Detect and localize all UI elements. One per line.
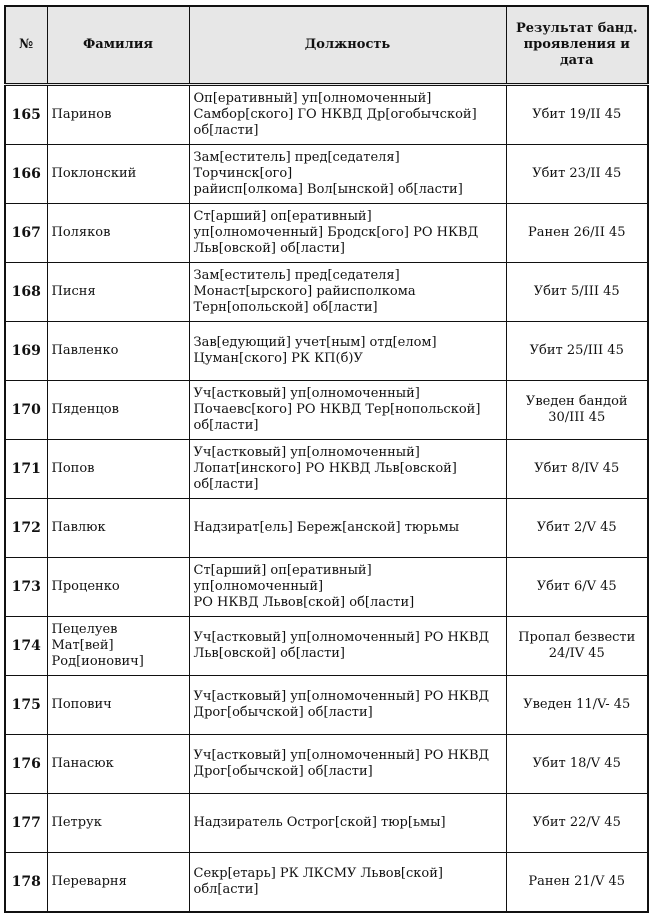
row-surname: Поклонский <box>47 145 189 204</box>
row-number: 171 <box>5 440 47 499</box>
row-result: Ранен 26/II 45 <box>506 204 648 263</box>
row-number: 173 <box>5 558 47 617</box>
header-position: Должность <box>189 6 506 85</box>
row-number: 169 <box>5 322 47 381</box>
row-surname: Павлюк <box>47 499 189 558</box>
row-position: Оп[еративный] уп[олномоченный] Самбор[ского] ГО НКВД Др[огобычской] об[ласти] <box>189 85 506 145</box>
header-surname: Фамилия <box>47 6 189 85</box>
table-row <box>5 263 648 322</box>
row-number: 178 <box>5 853 47 913</box>
row-number: 166 <box>5 145 47 204</box>
row-surname: Павленко <box>47 322 189 381</box>
row-result: Убит 8/IV 45 <box>506 440 648 499</box>
row-number: 174 <box>5 617 47 676</box>
row-surname: Панасюк <box>47 735 189 794</box>
header-number: № <box>5 6 47 85</box>
row-number: 165 <box>5 85 47 145</box>
row-position: Уч[астковый] уп[олномоченный] Почаевс[кого] РО НКВД Тер[нопольской] об[ласти] <box>189 381 506 440</box>
row-number: 177 <box>5 794 47 853</box>
header-row <box>5 6 648 85</box>
row-result: Убит 22/V 45 <box>506 794 648 853</box>
table-body <box>5 85 648 913</box>
row-number: 172 <box>5 499 47 558</box>
row-result: Уведен 11/V- 45 <box>506 676 648 735</box>
table-row <box>5 853 648 913</box>
row-surname: Петрук <box>47 794 189 853</box>
row-number: 168 <box>5 263 47 322</box>
row-position: Зам[еститель] пред[седателя] Монаст[ырского] райисполкома Терн[опольской] об[ласти] <box>189 263 506 322</box>
row-result: Убит 6/V 45 <box>506 558 648 617</box>
row-result: Убит 2/V 45 <box>506 499 648 558</box>
row-surname: Поляков <box>47 204 189 263</box>
row-position: Уч[астковый] уп[олномоченный] РО НКВД Дрог[обычской] об[ласти] <box>189 735 506 794</box>
table-row <box>5 676 648 735</box>
table-header <box>5 6 648 85</box>
row-position: Уч[астковый] уп[олномоченный] Лопат[инского] РО НКВД Льв[овской] об[ласти] <box>189 440 506 499</box>
row-number: 170 <box>5 381 47 440</box>
row-result: Пропал безвести 24/IV 45 <box>506 617 648 676</box>
row-position: Ст[арший] оп[еративный] уп[олномоченный] РО НКВД Львов[ской] об[ласти] <box>189 558 506 617</box>
row-surname: Проценко <box>47 558 189 617</box>
row-result: Убит 18/V 45 <box>506 735 648 794</box>
table-row <box>5 794 648 853</box>
personnel-table <box>4 5 649 913</box>
row-number: 175 <box>5 676 47 735</box>
row-surname: Переварня <box>47 853 189 913</box>
row-number: 167 <box>5 204 47 263</box>
header-result: Результат банд. проявления и дата <box>506 6 648 85</box>
row-position: Ст[арший] оп[еративный] уп[олномоченный] Бродск[ого] РО НКВД Льв[овской] об[ласти] <box>189 204 506 263</box>
row-number: 176 <box>5 735 47 794</box>
row-position: Зав[едующий] учет[ным] отд[елом] Цуман[ского] РК КП(б)У <box>189 322 506 381</box>
row-surname: Попович <box>47 676 189 735</box>
row-result: Убит 19/II 45 <box>506 85 648 145</box>
row-result: Уведен бандой 30/III 45 <box>506 381 648 440</box>
row-position: Надзиратель Острог[ской] тюр[ьмы] <box>189 794 506 853</box>
table-row <box>5 558 648 617</box>
row-surname: Паринов <box>47 85 189 145</box>
row-surname: Писня <box>47 263 189 322</box>
row-position: Зам[еститель] пред[седателя] Торчинск[ого] райисп[олкома] Вол[ынской] об[ласти] <box>189 145 506 204</box>
row-position: Уч[астковый] уп[олномоченный] РО НКВД Льв[овской] об[ласти] <box>189 617 506 676</box>
row-surname: Пяденцов <box>47 381 189 440</box>
row-result: Убит 23/II 45 <box>506 145 648 204</box>
row-result: Убит 25/III 45 <box>506 322 648 381</box>
table-row <box>5 85 648 145</box>
table-row <box>5 322 648 381</box>
row-result: Ранен 21/V 45 <box>506 853 648 913</box>
row-surname: Пецелуев Мат[вей] Род[ионович] <box>47 617 189 676</box>
row-position: Надзират[ель] Береж[анской] тюрьмы <box>189 499 506 558</box>
table-row <box>5 617 648 676</box>
row-position: Секр[етарь] РК ЛКСМУ Львов[ской] обл[асти] <box>189 853 506 913</box>
row-surname: Попов <box>47 440 189 499</box>
table-row <box>5 499 648 558</box>
table-row <box>5 204 648 263</box>
row-result: Убит 5/III 45 <box>506 263 648 322</box>
row-position: Уч[астковый] уп[олномоченный] РО НКВД Дрог[обычской] об[ласти] <box>189 676 506 735</box>
table-row <box>5 440 648 499</box>
table-row <box>5 381 648 440</box>
table-row <box>5 145 648 204</box>
table-row <box>5 735 648 794</box>
